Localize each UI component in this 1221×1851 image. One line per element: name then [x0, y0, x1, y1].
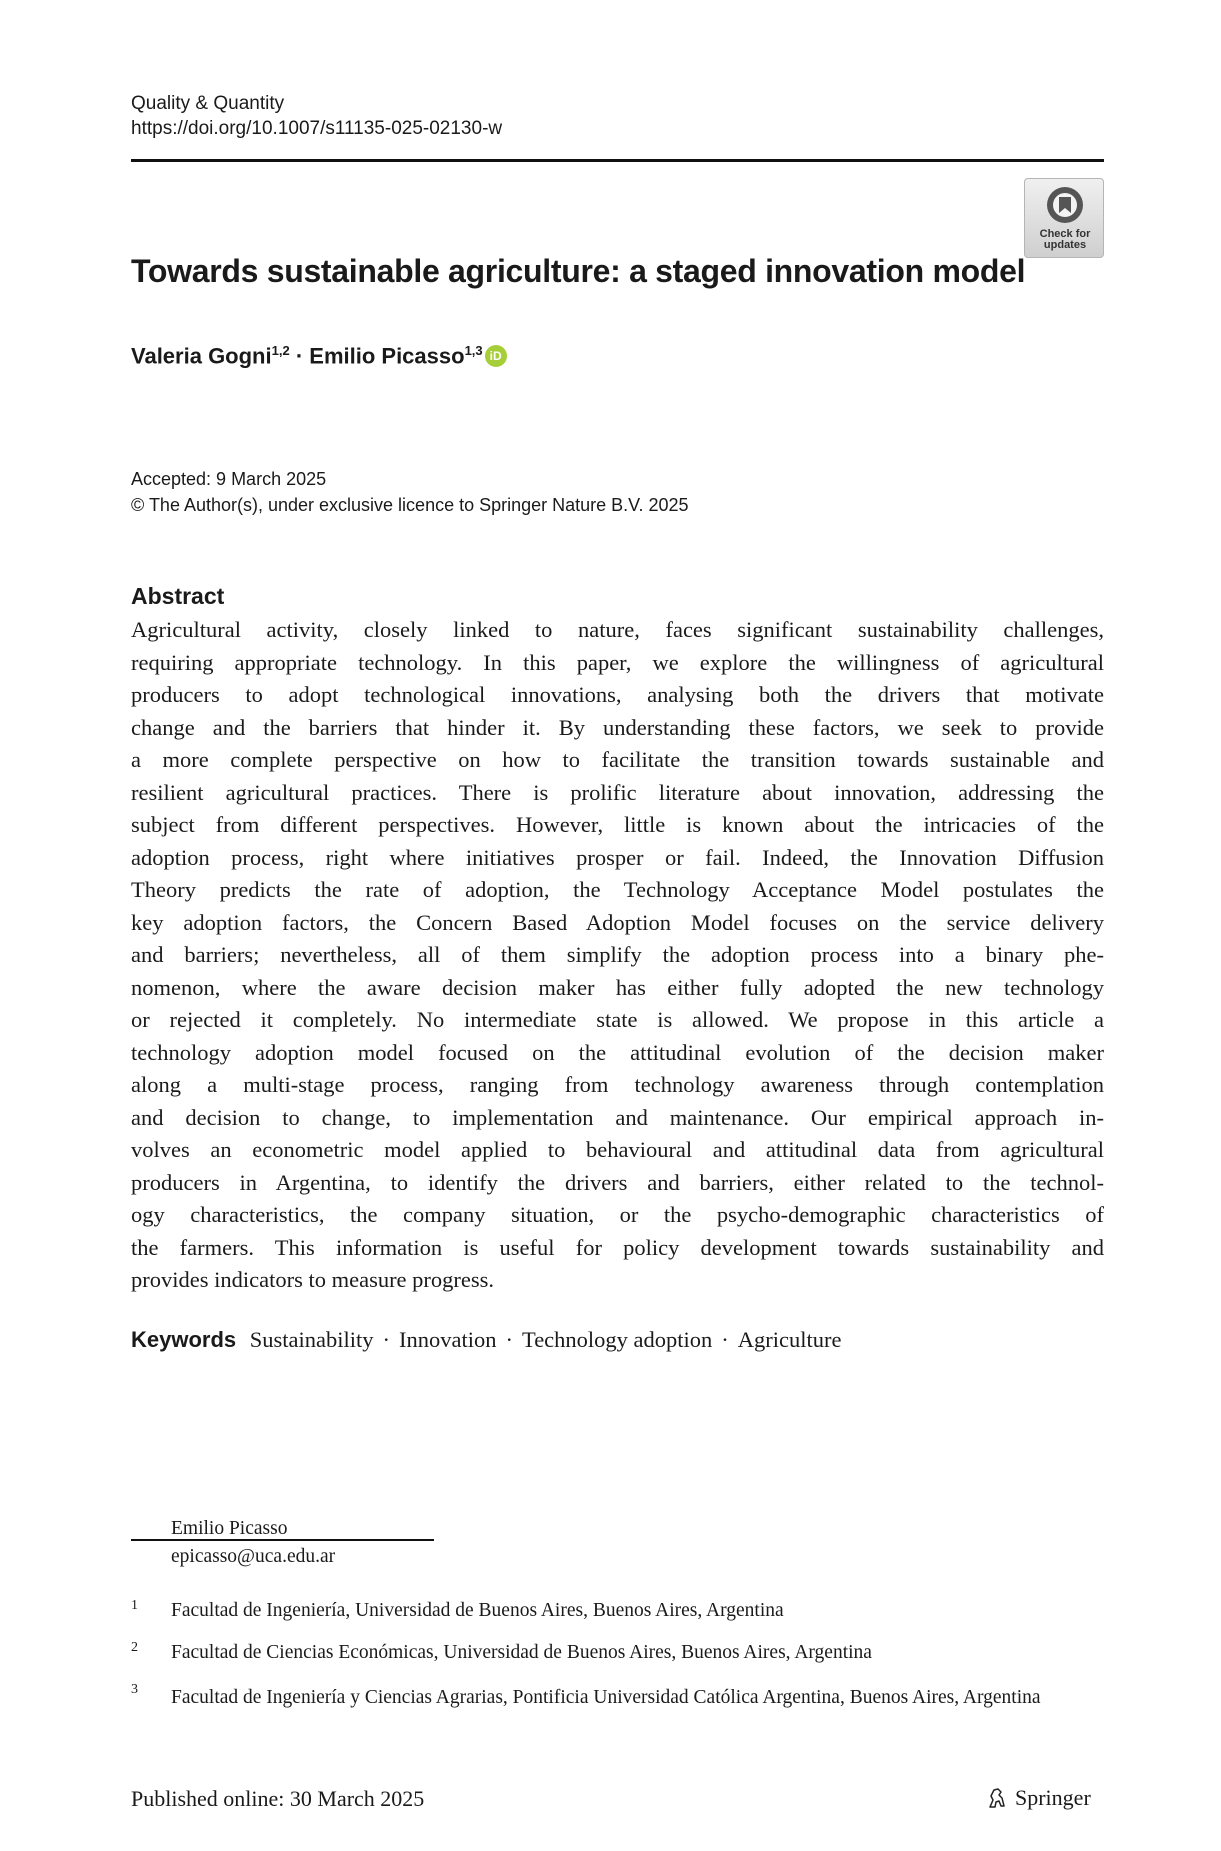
crossmark-line2: updates: [1043, 239, 1087, 251]
check-for-updates-button[interactable]: [1024, 178, 1104, 258]
author-name[interactable]: Valeria Gogni: [131, 343, 272, 369]
keyword-separator: ·: [721, 1327, 729, 1352]
accepted-date: Accepted: 9 March 2025: [131, 469, 327, 489]
published-date: Published online: 30 March 2025: [131, 1786, 425, 1811]
abstract-line: adoption process, right where initiatives prosper or fail. Indeed, the Innovation Diffusion: [131, 844, 1104, 870]
corresponding-author-email[interactable]: epicasso@uca.edu.ar: [171, 1546, 336, 1567]
corresponding-author-name: Emilio Picasso: [171, 1518, 288, 1539]
abstract-line: and decision to change, to implementation and maintenance. Our empirical approach in-: [131, 1104, 1104, 1130]
affiliation-number: 1: [131, 1598, 138, 1613]
publisher-name: Springer: [1015, 1785, 1091, 1810]
abstract-line: technology adoption model focused on the attitudinal evolution of the decision maker: [131, 1039, 1104, 1065]
abstract-line: resilient agricultural practices. There is prolific literature about innovation, addressing the: [131, 779, 1104, 805]
abstract-line: volves an econometric model applied to behavioural and attitudinal data from agricultural: [131, 1137, 1104, 1162]
keyword-item[interactable]: Innovation: [399, 1327, 497, 1352]
affiliation-text: Facultad de Ciencias Económicas, Universidad de Buenos Aires, Buenos Aires, Argentina: [171, 1642, 872, 1663]
abstract-line: requiring appropriate technology. In this paper, we explore the willingness of agricultural: [131, 649, 1104, 675]
keywords-label: Keywords: [131, 1327, 237, 1352]
author-affil-ref: 1,3: [464, 343, 483, 358]
doi-link[interactable]: https://doi.org/10.1007/s11135-025-02130-w: [131, 118, 503, 139]
author-affil-ref: 1,2: [271, 343, 290, 358]
author-separator: ·: [295, 343, 304, 369]
copyright-notice: © The Author(s), under exclusive licence to Springer Nature B.V. 2025: [131, 495, 689, 515]
abstract-line: Theory predicts the rate of adoption, the Technology Acceptance Model postulates the: [131, 877, 1104, 902]
abstract-line: key adoption factors, the Concern Based Adoption Model focuses on the service delivery: [131, 909, 1104, 935]
orcid-icon[interactable]: iD: [485, 345, 507, 367]
journal-name: Quality & Quantity: [131, 93, 285, 114]
affiliation-text: Facultad de Ingeniería y Ciencias Agrarias, Pontificia Universidad Católica Argentina, Buenos Aires, Argentina: [171, 1687, 1041, 1708]
abstract-line: a more complete perspective on how to facilitate the transition towards sustainable and: [131, 747, 1104, 772]
abstract-heading: Abstract: [131, 583, 225, 609]
abstract-line: producers to adopt technological innovations, analysing both the drivers that motivate: [131, 682, 1104, 707]
keyword-separator: ·: [382, 1327, 391, 1352]
keyword-item[interactable]: Sustainability: [249, 1327, 374, 1352]
abstract-line: along a multi-stage process, ranging from technology awareness through contemplation: [131, 1072, 1104, 1097]
publisher-logo: [985, 1785, 1091, 1811]
affiliation-number: 3: [131, 1682, 138, 1697]
keyword-item[interactable]: Technology adoption: [522, 1327, 713, 1352]
keyword-item[interactable]: Agriculture: [737, 1327, 842, 1352]
abstract-line: the farmers. This information is useful for policy development towards sustainability and: [131, 1234, 1104, 1260]
abstract-line: change and the barriers that hinder it. By understanding these factors, we seek to provide: [131, 714, 1104, 740]
header-rule: [131, 159, 1104, 162]
crossmark-line1: Check for: [1039, 228, 1091, 240]
crossmark-icon: [1045, 185, 1085, 225]
abstract-body: [131, 614, 1104, 1297]
affiliation-number: 2: [131, 1640, 138, 1655]
abstract-line: or rejected it completely. No intermediate state is allowed. We propose in this article a: [131, 1007, 1104, 1032]
article-title: Towards sustainable agriculture: a staged innovation model: [131, 253, 1026, 289]
keywords: [131, 1327, 842, 1353]
abstract-line: and barriers; nevertheless, all of them simplify the adoption process into a binary phe-: [131, 942, 1104, 967]
author-list: [131, 343, 507, 369]
abstract-line: provides indicators to measure progress.: [131, 1267, 495, 1292]
abstract-line: producers in Argentina, to identify the drivers and barriers, either related to the technol-: [131, 1169, 1104, 1195]
affiliation-text: Facultad de Ingeniería, Universidad de Buenos Aires, Buenos Aires, Argentina: [171, 1600, 784, 1621]
abstract-line: subject from different perspectives. However, little is known about the intricacies of the: [131, 812, 1104, 837]
author-name[interactable]: Emilio Picasso: [309, 343, 465, 369]
abstract-line: nomenon, where the aware decision maker has either fully adopted the new technology: [131, 974, 1104, 1000]
springer-horse-icon: [985, 1786, 1009, 1810]
keyword-separator: ·: [505, 1327, 514, 1352]
abstract-line: ogy characteristics, the company situation, or the psycho-demographic characteristics of: [131, 1202, 1104, 1227]
abstract-line: Agricultural activity, closely linked to nature, faces significant sustainability challenges,: [131, 617, 1104, 642]
